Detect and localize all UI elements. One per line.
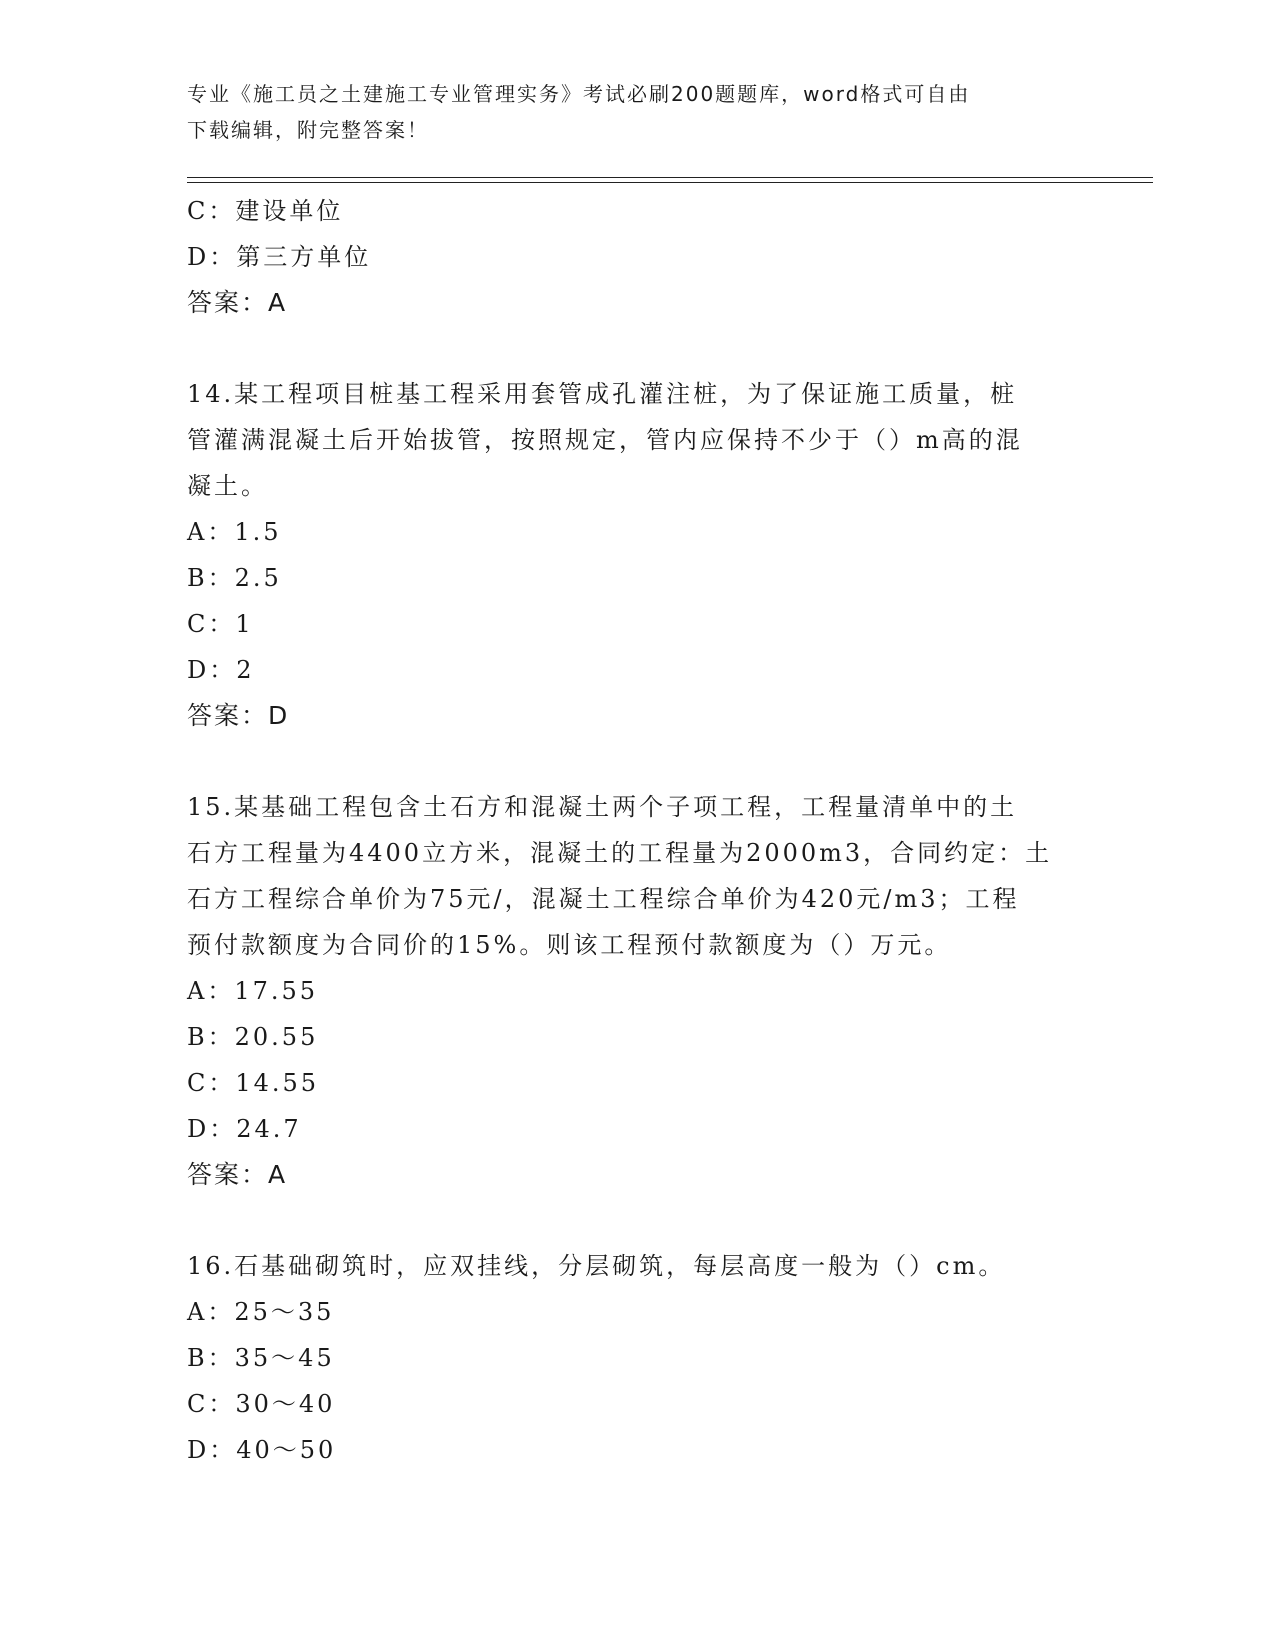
question-15 (187, 784, 1087, 1198)
question-text-line: 15.某基础工程包含土石方和混凝土两个子项工程，工程量清单中的土 (187, 793, 1018, 821)
option-c: C：14.55 (187, 1069, 320, 1097)
answer-line: 答案：D (187, 701, 290, 730)
answer-line: 答案：A (187, 288, 288, 317)
option-d: D：40～50 (187, 1436, 337, 1464)
document-body (187, 188, 1087, 1473)
question-13-tail (187, 188, 1087, 326)
spacer (187, 739, 1087, 784)
option-a: A：1.5 (187, 518, 282, 546)
question-text-line: 预付款额度为合同价的15%。则该工程预付款额度为（）万元。 (187, 931, 952, 959)
header-line-1: 专业《施工员之土建施工专业管理实务》考试必刷200题题库，word格式可自由 (187, 82, 971, 106)
option-b: B：2.5 (187, 564, 282, 592)
question-text-line: 16.石基础砌筑时，应双挂线，分层砌筑，每层高度一般为（）cm。 (187, 1252, 1006, 1280)
option-d: D：24.7 (187, 1115, 302, 1143)
option-c: C：1 (187, 610, 254, 638)
option-a: A：17.55 (187, 977, 319, 1005)
document-header (187, 76, 1067, 148)
answer-line: 答案：A (187, 1160, 288, 1189)
header-divider-bottom (187, 182, 1153, 183)
header-line-2: 下载编辑，附完整答案！ (187, 118, 429, 142)
spacer (187, 1198, 1087, 1243)
option-d: D：第三方单位 (187, 243, 372, 271)
question-text-line: 石方工程综合单价为75元/，混凝土工程综合单价为420元/m3；工程 (187, 885, 1020, 913)
option-c: C：建设单位 (187, 197, 344, 225)
option-b: B：20.55 (187, 1023, 319, 1051)
question-text-line: 凝土。 (187, 472, 268, 500)
question-text-line: 管灌满混凝土后开始拔管，按照规定，管内应保持不少于（）m高的混 (187, 426, 1023, 454)
question-text-line: 14.某工程项目桩基工程采用套管成孔灌注桩，为了保证施工质量，桩 (187, 380, 1018, 408)
question-text-line: 石方工程量为4400立方米，混凝土的工程量为2000m3，合同约定：土 (187, 839, 1053, 867)
option-c: C：30～40 (187, 1390, 336, 1418)
question-14 (187, 371, 1087, 739)
option-d: D：2 (187, 656, 255, 684)
option-a: A：25～35 (187, 1298, 335, 1326)
header-divider-top (187, 177, 1153, 178)
spacer (187, 326, 1087, 371)
option-b: B：35～45 (187, 1344, 335, 1372)
question-16 (187, 1243, 1087, 1473)
